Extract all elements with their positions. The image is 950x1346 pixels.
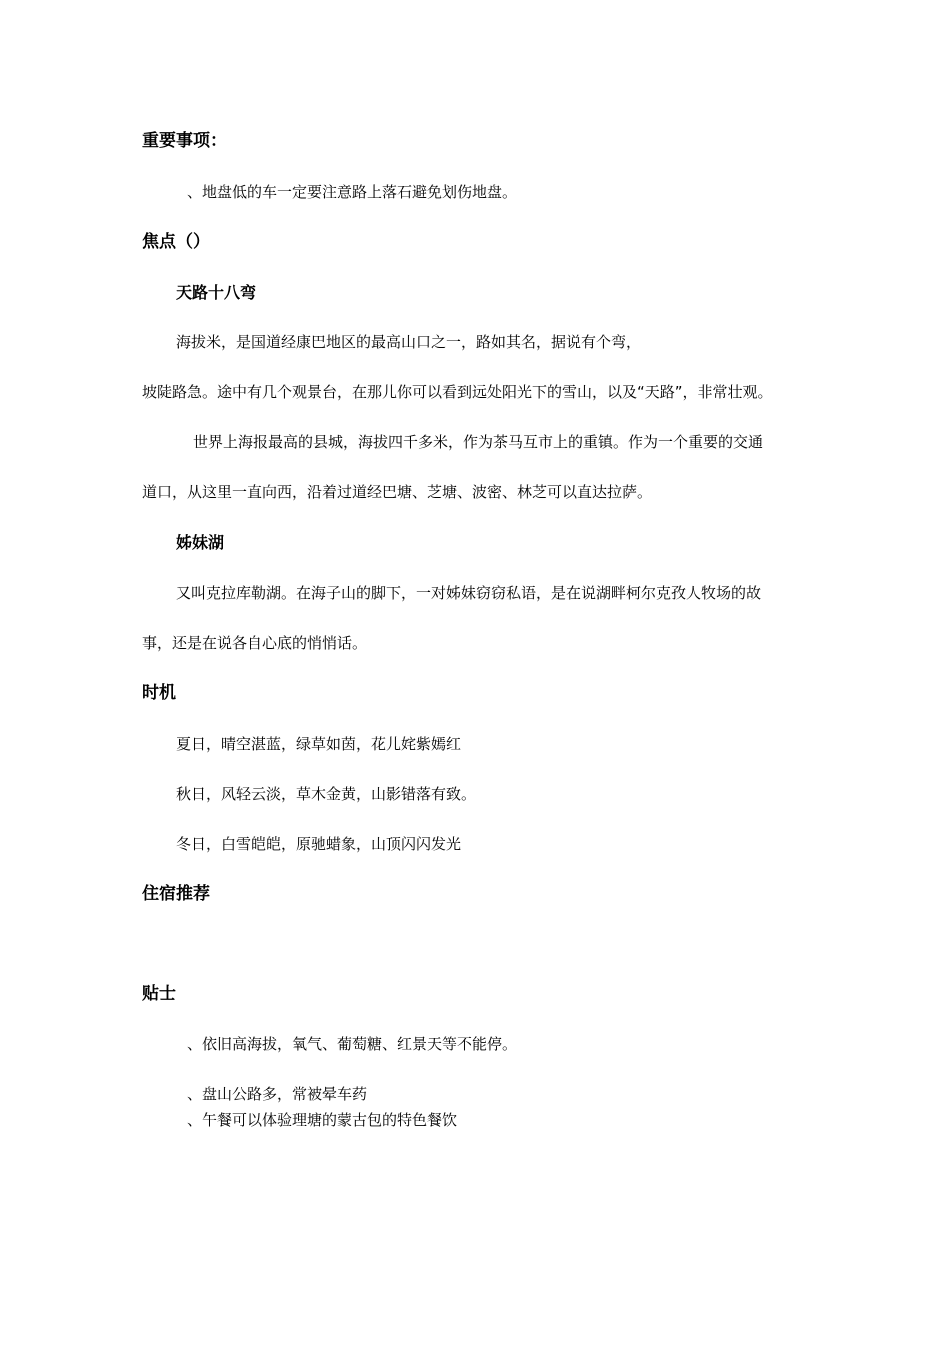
tianlu-paragraph-1-line-1: 海拔米，是国道经康巴地区的最高山口之一，路如其名，据说有个弯， xyxy=(176,333,642,351)
timing-autumn: 秋日，风轻云淡，草木金黄，山影错落有致。 xyxy=(176,785,477,803)
tips-heading: 贴士 xyxy=(142,984,176,1004)
sister-lake-title: 姊妹湖 xyxy=(176,533,225,552)
focus-heading: 焦点（） xyxy=(142,232,210,252)
tips-item-3: 、午餐可以体验理塘的蒙古包的特色餐饮 xyxy=(187,1111,458,1129)
timing-winter: 冬日，白雪皑皑，原驰蜡象，山顶闪闪发光 xyxy=(176,835,462,853)
important-item-1: 、地盘低的车一定要注意路上落石避免划伤地盘。 xyxy=(187,183,518,201)
important-heading: 重要事项： xyxy=(142,131,227,151)
tips-item-1: 、依旧高海拔，氧气、葡萄糖、红景天等不能停。 xyxy=(187,1035,518,1053)
tianlu-title: 天路十八弯 xyxy=(176,283,257,302)
tianlu-paragraph-1-line-2: 坡陡路急。途中有几个观景台，在那儿你可以看到远处阳光下的雪山，以及“天路”，非常壮观。 xyxy=(142,383,773,401)
lodging-heading: 住宿推荐 xyxy=(142,884,210,904)
sister-lake-paragraph-line-1: 又叫克拉库勒湖。在海子山的脚下，一对姊妹窃窃私语，是在说湖畔柯尔克孜人牧场的故 xyxy=(176,584,762,602)
tianlu-paragraph-2-line-2: 道口，从这里一直向西，沿着过道经巴塘、芝塘、波密、林芝可以直达拉萨。 xyxy=(142,483,653,501)
tianlu-paragraph-2-line-1: 世界上海报最高的县城，海拔四千多米，作为茶马互市上的重镇。作为一个重要的交通 xyxy=(193,433,764,451)
tips-item-2: 、盘山公路多，常被晕车药 xyxy=(187,1085,368,1103)
sister-lake-paragraph-line-2: 事，还是在说各自心底的悄悄话。 xyxy=(142,634,368,652)
timing-heading: 时机 xyxy=(142,683,176,703)
timing-summer: 夏日，晴空湛蓝，绿草如茵，花儿姹紫嫣红 xyxy=(176,735,462,753)
